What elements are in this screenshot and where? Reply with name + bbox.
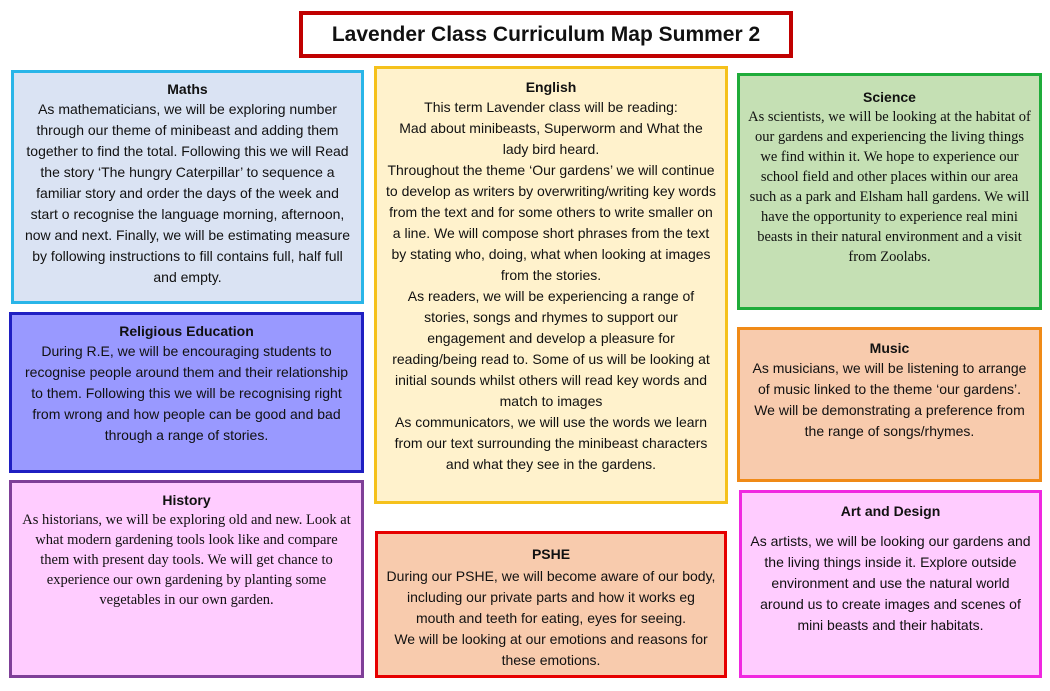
- science-text: As scientists, we will be looking at the habitat of our gardens and experiencing the living things we find within it. We hope to experience our school field and other places within our area such as a park and Elsham hall gardens. We will have the opportunity to experience real mini beasts in their natural environment and a visit from Zoolabs.: [748, 109, 1031, 265]
- pshe-paragraph: During our PSHE, we will become aware of our body, including our private parts and how it works eg mouth and teeth for eating, eyes for seeing.: [386, 568, 716, 626]
- pshe-heading: PSHE: [531, 546, 571, 562]
- science-heading: Science: [863, 89, 916, 105]
- pshe-panel: [375, 531, 727, 678]
- art-and-design-text: As artists, we will be looking our gardens and the living things inside it. Explore outside environment and use the natural world around us to create images and scenes of mini beasts and their habitats.: [750, 533, 1031, 633]
- history-panel: [9, 480, 364, 678]
- maths-panel: [11, 70, 364, 304]
- maths-heading: Maths: [167, 81, 208, 97]
- music-text: As musicians, we will be listening to arrange of music linked to the theme ‘our gardens’. We will be demonstrating a preference from the range of songs/rhymes.: [752, 360, 1027, 439]
- music-panel: [737, 327, 1042, 482]
- history-text: As historians, we will be exploring old and new. Look at what modern gardening tools look like and compare them with present day tools. We will get chance to experience our own gardening by planting some vegetables in our own garden.: [22, 512, 351, 608]
- english-paragraph: Mad about minibeasts, Superworm and What the lady bird heard.: [399, 120, 703, 157]
- pshe-paragraph: We will be looking at our emotions and reasons for these emotions.: [394, 631, 708, 668]
- music-heading: Music: [869, 340, 910, 356]
- english-heading: English: [525, 79, 577, 95]
- history-heading: History: [162, 492, 211, 508]
- science-panel: [737, 73, 1042, 310]
- art-and-design-heading: Art and Design: [840, 503, 941, 519]
- art-and-design-panel: [739, 490, 1042, 678]
- page-title: Lavender Class Curriculum Map Summer 2: [299, 11, 793, 58]
- religious-education-heading: Religious Education: [119, 323, 254, 339]
- english-paragraph: This term Lavender class will be reading:: [424, 99, 678, 115]
- english-paragraph: Throughout the theme ‘Our gardens’ we will continue to develop as writers by overwriting/writing key words from the text and for some others to write smaller on a line. We will compose short phrases from the text by stating who, doing, what when looking at images from the stories.: [386, 162, 716, 283]
- english-paragraph: As communicators, we will use the words we learn from our text surrounding the minibeast characters and what they see in the gardens.: [394, 414, 708, 472]
- english-paragraph: As readers, we will be experiencing a range of stories, songs and rhymes to support our engagement and develop a pleasure for reading/being read to. Some of us will be looking at initial sounds whilst others will read key words and match to images: [392, 288, 710, 409]
- religious-education-panel: [9, 312, 364, 473]
- religious-education-text: During R.E, we will be encouraging students to recognise people around them and their relationship to them. Following this we will be recognising right from wrong and how people can be good and bad through a range of stories.: [25, 343, 348, 443]
- english-panel: [374, 66, 728, 504]
- maths-text: As mathematicians, we will be exploring number through our theme of minibeast and adding them together to find the total. Following this we will Read the story ‘The hungry Caterpillar’ to sequence a familiar story and order the days of the week and start o recognise the language morning, afternoon, now and next. Finally, we will be estimating measure by following instructions to fill contains full, half full and empty.: [24, 101, 350, 285]
